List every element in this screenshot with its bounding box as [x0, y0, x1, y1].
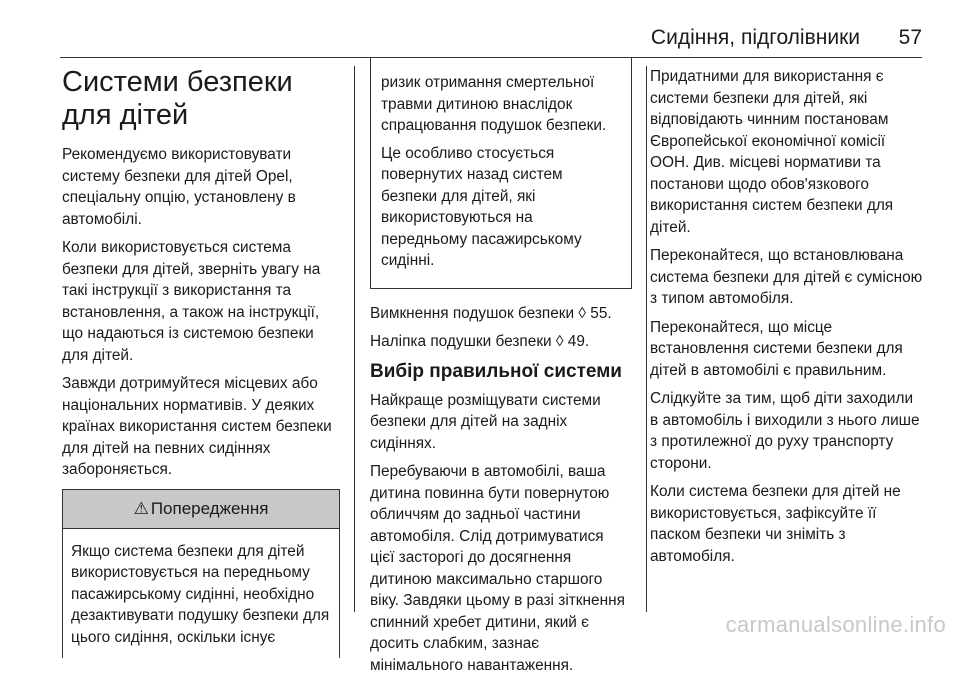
column-3: [650, 66, 925, 574]
column-2: [370, 66, 632, 683]
paragraph: Рекомендуємо використовувати систему безпеки для дітей Opel, спеціальну опцію, установлену в автомобілі.: [62, 146, 296, 228]
warning-text: Якщо система безпеки для дітей використовується на передньому пасажирському сидінні, необхідно дезактивувати подушку безпеки для цього сидіння, оскільки існує: [71, 542, 330, 646]
paragraph: Найкраще розміщувати системи безпеки для дітей на задніх сидіннях.: [370, 391, 601, 452]
paragraph: Коли використовується система безпеки для дітей, зверніть увагу на такі інструкції з використання та встановлення, а також на інструкції, що надаються із системою безпеки для дітей.: [62, 239, 321, 364]
paragraph: Слідкуйте за тим, щоб діти заходили в автомобіль і виходили з нього лише з протилежної до руху транспорту сторони.: [650, 390, 920, 472]
column-divider: [646, 66, 647, 612]
subsection-heading: Вибір правильної системи: [370, 360, 622, 382]
chapter-heading: Системи безпеки для дітей: [62, 66, 293, 131]
cross-reference[interactable]: Наліпка подушки безпеки ◊ 49.: [370, 333, 590, 350]
warning-text: Це особливо стосується повернутих назад систем безпеки для дітей, які використовуються на передньому пасажирському сидінні.: [381, 144, 582, 269]
warning-text: ризик отримання смертельної травми дитиною внаслідок спрацювання подушок безпеки.: [381, 74, 607, 134]
warning-header: [63, 490, 339, 529]
warning-title: Попередження: [150, 498, 269, 518]
paragraph: Переконайтеся, що місце встановлення системи безпеки для дітей в автомобілі є правильним.: [650, 318, 903, 379]
column-1: [62, 66, 340, 658]
cross-reference[interactable]: Вимкнення подушок безпеки ◊ 55.: [370, 304, 612, 322]
warning-triangle-icon: ⚠: [133, 498, 149, 518]
page-header: [0, 0, 960, 56]
column-divider: [354, 66, 355, 612]
page-number: 57: [898, 26, 922, 49]
paragraph: Завжди дотримуйтеся місцевих або національних нормативів. У деяких країнах використання систем безпеки для дітей на певних сидіннях забороняється.: [62, 375, 332, 478]
paragraph: Коли система безпеки для дітей не використовується, зафіксуйте її паском безпеки чи зніміть з автомобіля.: [650, 483, 901, 565]
watermark: carmanualsonline.info: [725, 612, 946, 637]
paragraph: Придатними для використання є системи безпеки для дітей, які відповідають чинним постановам Європейської економічної комісії ООН. Див. місцеві нормативи та постанови щодо обов'язкового використання систем безпеки для дітей.: [650, 68, 894, 236]
paragraph: Переконайтеся, що встановлювана система безпеки для дітей є сумісною з типом автомобіля.: [650, 247, 923, 307]
warning-box: [62, 489, 340, 659]
warning-box-continued: [370, 58, 632, 289]
paragraph: Перебуваючи в автомобілі, ваша дитина повинна бути повернутою обличчям до задньої частини автомобіля. Слід дотримуватися цієї засторогі до досягнення дитиною максимально старшого віку. Завдяки цьому в разі зіткнення спинний хребет дитини, який є досить слабким, зазнає мінімального навантаження.: [370, 463, 625, 674]
section-title: Сидіння, підголівники: [650, 26, 860, 49]
